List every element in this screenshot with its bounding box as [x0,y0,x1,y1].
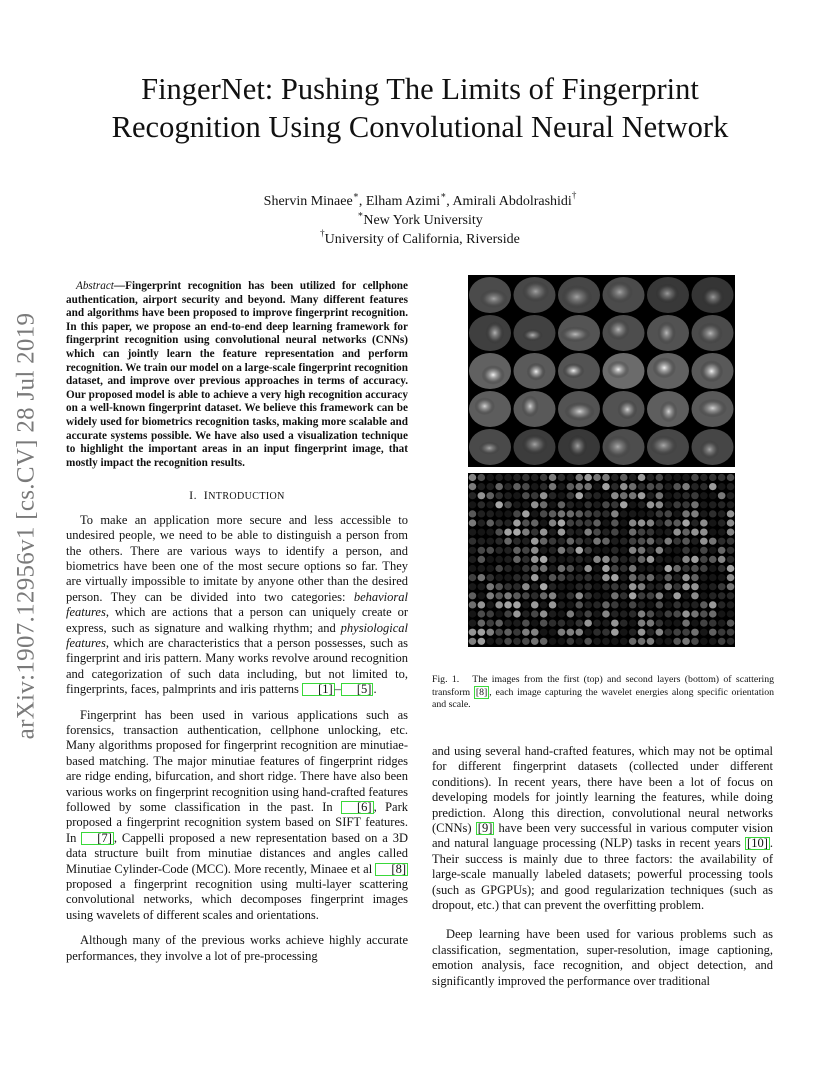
text-run: , Cappelli proposed a new representation based on a 3D data structure built from minutiae distances and angles called Minutiae Cylinder-Code (MCC). More recently, Minaee et al [66,830,408,876]
affiliation-2-name: University of California, Riverside [324,232,520,247]
text-run: and using several hand-crafted features, which may not be optimal for different fingerprint datasets (collected under different conditions). In recent years, there have been a lot of focus on developing models for jointly learning the features, while doing prediction. Along this direction, convolutional neural networks (CNNs) [432,744,773,836]
author-names [140,192,700,211]
section-initial: I [203,488,209,503]
section-title-rest: NTRODUCTION [208,491,285,503]
scattering-layer-1-image [468,275,735,467]
text-run: Fingerprint has been used in various applications such as forensics, transaction authentication, cellphone unlocking, etc. Many algorithms proposed for fingerprint recognition are minutiae-based matching. The major minutiae features of fingerprint ridges are ridge ending, bifurcation, and short ridge. There have also been various works on fingerprint recognition using hand-crafted features followed by some classification in the past. In [66,707,408,815]
title-line-2: Recognition Using Convolutional Neural Network [111,110,729,144]
right-paragraph-1 [432,744,773,913]
affiliation-1 [140,211,700,230]
text-run: proposed a fingerprint recognition using multi-layer scattering convolutional networks, which decomposes fingerprint images using wavelets of different scales and orientations. [66,877,408,922]
author-2-mark: ∗ [440,190,447,201]
affiliation-2-mark: † [320,228,325,239]
right-paragraph-2: Deep learning have been used for various problems such as classification, segmentation, super-resolution, image captioning, emotion analysis, face recognition, and object detection, and significantly improved the performance over traditional [432,927,773,988]
text-run: . [373,682,377,697]
emphasis-physiological: physiological features [66,620,408,650]
author-2: , Elham Azimi [358,194,441,209]
citation-link[interactable]: [1] [302,683,335,696]
title-line-1: FingerNet: Pushing The Limits of Fingerprint [141,72,699,106]
paper-title [60,70,780,146]
figure-1 [468,275,735,647]
text-run: , Park proposed a fingerprint recognition system based on SIFT features. In [66,800,408,845]
figure-caption [432,674,774,711]
intro-paragraph-1 [66,513,408,698]
section-numeral: I. [189,488,197,503]
text-run: To make an application more secure and less accessible to undesired people, we need to be able to distinguish a person from the others. There are various ways to identify a person, and biometrics have been one of the most secure options so far. They are virtually impossible to imitate by anyone other than the desired person. They can be divided into two categories: [66,512,408,604]
emphasis-behavioral: behavioral features [66,589,408,620]
text-run: , which are characteristics that a person possesses, such as fingerprint and iris pattern. Many works revolve around recognition and categorization of such data including, but not limited to, fingerprints, faces, palmprints and iris patterns [66,635,408,697]
right-column [432,744,773,999]
author-3: , Amirali Abdolrashidi [446,194,572,209]
caption-label: Fig. 1. [432,674,460,685]
scattering-layer-2-image [468,473,735,647]
text-run: , which are actions that a person can uniquely create or express, such as signature and walking rhythm; and [66,605,408,635]
citation-link[interactable]: [8] [375,863,408,876]
author-1-mark: ∗ [352,190,359,201]
text-run: , each image capturing the wavelet energies along specific orientation and scale. [432,687,774,710]
citation-link[interactable]: [5] [341,683,374,696]
citation-link[interactable]: [8] [475,687,488,698]
intro-paragraph-2 [66,708,408,924]
text-run: have been very successful in various computer vision and natural language processing (NLP) tasks in recent years [432,821,773,851]
arxiv-id: arXiv:1907.12956v1 [cs.CV] 28 Jul 2019 [12,312,39,740]
citation-link[interactable]: [10] [747,836,768,851]
text-run: The images from the first (top) and second layers (bottom) of scattering transform [432,674,774,698]
abstract-label: Abstract [76,280,114,292]
left-column [66,280,408,974]
text-run: . Their success is mainly due to three factors: the availability of large-scale manually labeled datasets; powerful processing tools (such as GPGPUs); and good regularization techniques (such as dropout, etc.) that can prevent the overfitting problem. [432,836,773,913]
author-3-mark: † [571,190,577,201]
author-1: Shervin Minaee [263,194,353,209]
citation-link[interactable]: [9] [477,821,493,836]
citation-link[interactable]: [7] [81,832,114,845]
abstract-text: —Fingerprint recognition has been utilized for cellphone authentication, airport security and beyond. Many different features and algorithms have been proposed to improve fingerprint recognition. In this paper, we propose an end-to-end deep learning framework for fingerprint recognition using convolutional neural networks (CNNs) which can jointly learn the feature representation and perform recognition. We train our model on a large-scale fingerprint recognition dataset, and improve over previous approaches in terms of accuracy. Our proposed model is able to achieve a very high recognition accuracy on a well-known fingerprint dataset. We believe this framework can be widely used for biometrics recognition tasks, making more scalable and accurate systems possible. We have also used a visualization technique to highlight the important areas in an input fingerprint image, that mostly impact the recognition results. [66,280,408,469]
author-block [140,192,700,249]
intro-paragraph-3: Although many of the previous works achieve highly accurate performances, they involve a lot of pre-processing [66,933,408,963]
section-heading-introduction [66,488,408,504]
affiliation-1-name: New York University [363,213,483,228]
affiliation-2 [140,230,700,249]
abstract [66,280,408,470]
affiliation-1-mark: ∗ [357,209,364,220]
text-run: – [334,682,341,697]
citation-link[interactable]: [6] [341,801,374,814]
arxiv-sidebar-stamp [14,296,38,756]
